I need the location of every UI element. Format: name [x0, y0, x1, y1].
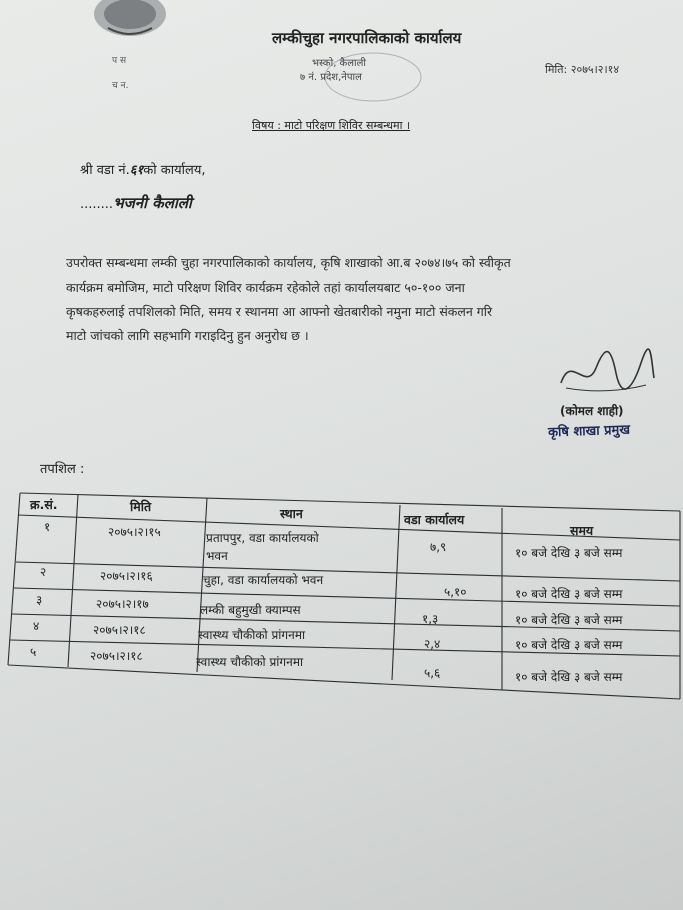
cell-ward: ७,९ [430, 540, 447, 554]
recipient-prefix: श्री वडा नं. [80, 163, 130, 178]
office-title: लम्कीचुहा नगरपालिकाको कार्यालय [272, 29, 462, 47]
address-line-2: ७ नं. प्रदेश,नेपाल [300, 72, 362, 83]
address-line-1: भस्को, कैलाली [312, 58, 366, 69]
cn-label: च न. [112, 81, 129, 91]
subject-line: विषय : माटो परिक्षण शिविर सम्बन्धमा । [252, 119, 411, 132]
cell-sn: ४ [33, 619, 40, 633]
cell-place: चुहा, वडा कार्यालयको भवन [203, 573, 324, 587]
body-line-4: माटो जांचको लागि सहभागि गराइदिनु हुन अनुरोध छ । [66, 328, 309, 343]
cell-time: १० बजे देखि ३ बजे सम्म [515, 587, 623, 601]
cell-time: १० बजे देखि ३ बजे सम्म [515, 670, 623, 684]
cell-sn: ५ [30, 645, 37, 659]
cell-ward: १,३ [422, 612, 439, 626]
signer-title: कृषि शाखा प्रमुख [547, 422, 631, 441]
cell-ward: ५,६ [424, 666, 441, 680]
signer-name: (कोमल शाही) [560, 404, 624, 418]
header-place: स्थान [280, 506, 303, 521]
letter-date: मिति: २०७५।२।१४ [545, 63, 620, 76]
header-ward: वडा कार्यालय [404, 512, 465, 527]
body-line-1: उपरोक्त सम्बन्धमा लम्की चुहा नगरपालिकाको कार्यालय, कृषि शाखाको आ.ब २०७४।७५ को स्वीकृत [66, 255, 511, 270]
header-date: मिति [130, 499, 152, 514]
cell-sn: २ [40, 565, 47, 579]
cell-ward: ५,१० [444, 585, 467, 599]
cell-place: लम्की बहुमुखी क्याम्पस [200, 603, 301, 617]
ps-label: प स [112, 56, 127, 66]
table-label: तपशिल : [40, 462, 85, 477]
cell-sn: ३ [36, 593, 43, 607]
ward-number-handwritten: ६१ [129, 163, 144, 178]
cell-place: प्रतापपुर, वडा कार्यालयको [206, 531, 319, 545]
cell-place: स्वास्थ्य चौकीको प्रांगनमा [196, 655, 304, 669]
cell-date: २०७५।२।१८ [93, 623, 146, 637]
header-sn: क्र.सं. [30, 497, 58, 512]
cell-time: १० बजे देखि ३ बजे सम्म [515, 613, 623, 627]
cell-ward: २,४ [424, 637, 441, 651]
cell-time: १० बजे देखि ३ बजे सम्म [515, 546, 623, 560]
cell-date: २०७५।२।१७ [96, 597, 149, 611]
cell-date: २०७५।२।१८ [90, 649, 143, 663]
cell-place-cont: भवन [206, 549, 228, 563]
body-line-3: कृषकहरुलाई तपशिलको मिति, समय र स्थानमा आ आफ्नो खेतबारीको नमुना माटो संकलन गरि [66, 304, 493, 319]
cell-time: १० बजे देखि ३ बजे सम्म [515, 638, 623, 652]
cell-place: स्वास्थ्य चौकीको प्रांगनमा [198, 628, 306, 642]
cell-date: २०७५।२।१६ [100, 569, 153, 583]
header-time: समय [570, 523, 594, 538]
place-handwritten: भजनी कैलाली [113, 194, 192, 212]
cell-sn: १ [44, 520, 51, 534]
cell-date: २०७५।२।१५ [108, 525, 161, 539]
recipient-suffix: को कार्यालय, [143, 163, 206, 178]
recipient-dots: ........ [80, 197, 114, 212]
body-line-2: कार्यक्रम बमोजिम, माटो परिक्षण शिविर कार्यक्रम रहेकोले तहां कार्यालयबाट ५०-१०० जना [66, 280, 465, 295]
